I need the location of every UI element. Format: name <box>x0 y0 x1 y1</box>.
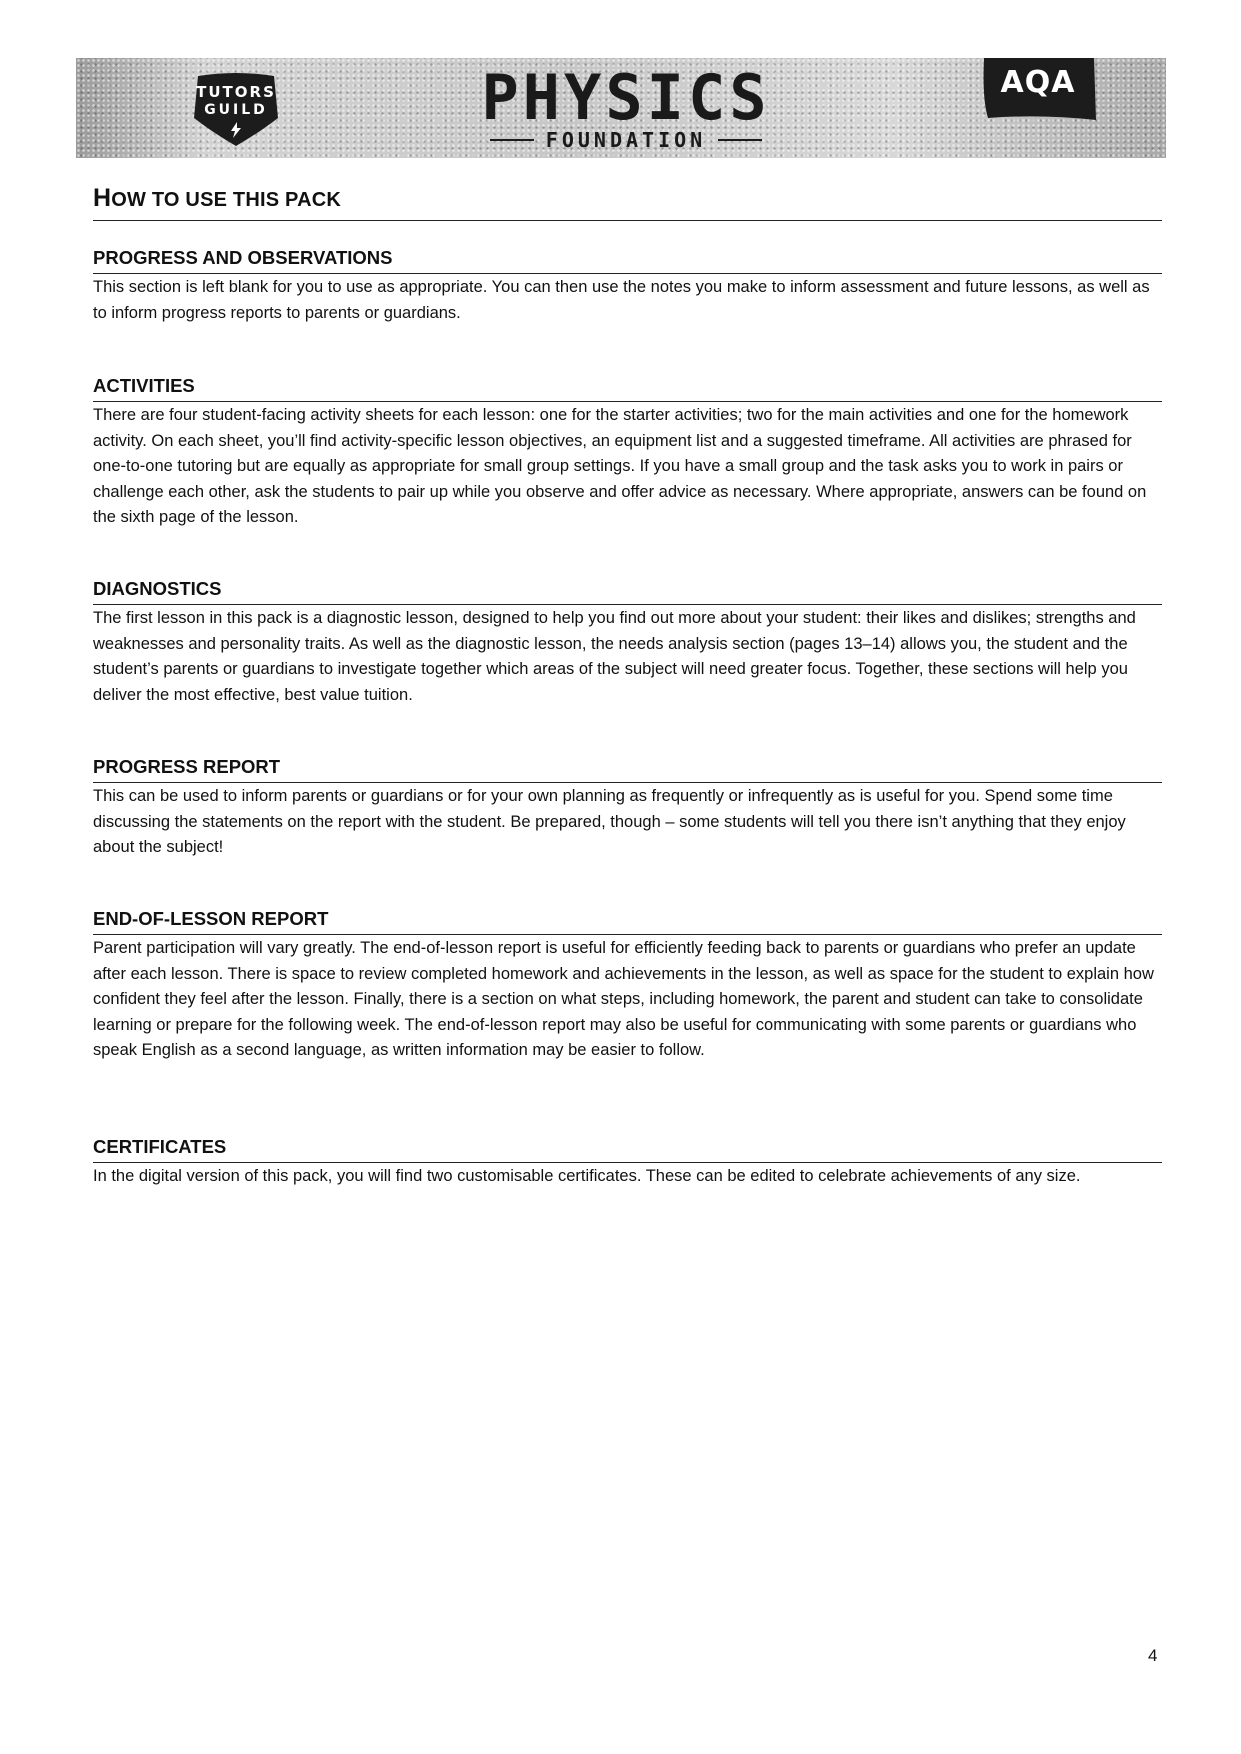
subtitle-row <box>476 128 776 152</box>
section-title: DIAGNOSTICS <box>93 577 1162 605</box>
tutors-guild-logo <box>190 72 282 148</box>
section-title: CERTIFICATES <box>93 1135 1162 1163</box>
page-heading <box>93 185 1162 221</box>
heading-rest: OW TO USE THIS PACK <box>111 189 342 211</box>
logo-text-tutors: TUTORS <box>196 83 276 101</box>
section-body: This can be used to inform parents or guardians or for your own planning as frequently or infrequently as is useful for you. Spend some time discussing the statements on the report with the student. Be prepared, though – some students will tell you there isn’t anything that they enjoy about the subject! <box>93 787 1126 856</box>
section-title: PROGRESS REPORT <box>93 755 1162 783</box>
section-certificates <box>93 1135 1162 1190</box>
section-body: There are four student-facing activity sheets for each lesson: one for the starter activities; two for the main activities and one for the homework activity. On each sheet, you’ll find activity-specific lesson objectives, an equipment list and a suggested timeframe. All activities are phrased for one-to-one tutoring but are equally as appropriate for small group settings. If you have a small group and the task asks you to work in pairs or challenge each other, ask the students to pair up while you observe and offer advice as necessary. Where appropriate, answers can be found on the sixth page of the lesson. <box>93 406 1147 526</box>
section-title: END-OF-LESSON REPORT <box>93 907 1162 935</box>
tier-subtitle: FOUNDATION <box>545 128 707 152</box>
subtitle-dash-left <box>490 139 534 141</box>
logo-text-guild: GUILD <box>204 102 268 118</box>
section-title: ACTIVITIES <box>93 374 1162 402</box>
section-body: Parent participation will vary greatly. The end-of-lesson report is useful for efficiently feeding back to parents or guardians who prefer an update after each lesson. There is space to review completed homework and achievements in the lesson, as well as space for the student to explain how confident they feel after the lesson. Finally, there is a section on what steps, including homework, the parent and student can take to consolidate learning or prepare for the following week. The end-of-lesson report may also be useful for communicating with some parents or guardians who speak English as a second language, as written information may be easier to follow. <box>93 939 1154 1059</box>
section-body: The first lesson in this pack is a diagnostic lesson, designed to help you find out more about your student: their likes and dislikes; strengths and weaknesses and personality traits. As well as the diagnostic lesson, the needs analysis section (pages 13–14) allows you, the student and the student’s parents or guardians to investigate together which areas of the subject will need greater focus. Together, these sections will help you deliver the most effective, best value tuition. <box>93 609 1136 704</box>
subtitle-dash-right <box>718 139 762 141</box>
section-end-of-lesson-report <box>93 907 1162 1064</box>
section-diagnostics <box>93 577 1162 708</box>
header-banner <box>76 58 1166 158</box>
section-progress-and-observations <box>93 246 1162 326</box>
subject-title: PHYSICS <box>481 61 771 134</box>
section-title: PROGRESS AND OBSERVATIONS <box>93 246 1162 274</box>
page-number: 4 <box>1148 1646 1158 1665</box>
section-progress-report <box>93 755 1162 861</box>
exam-board-label: AQA <box>1000 65 1076 100</box>
section-activities <box>93 374 1162 531</box>
section-body: In the digital version of this pack, you will find two customisable certificates. These can be edited to celebrate achievements of any size. <box>93 1167 1081 1185</box>
heading-initial: H <box>93 184 112 212</box>
section-body: This section is left blank for you to use as appropriate. You can then use the notes you make to inform assessment and future lessons, as well as to inform progress reports to parents or guardians. <box>93 278 1150 322</box>
exam-board-badge <box>980 58 1098 124</box>
lightning-bolt-icon <box>230 122 242 138</box>
